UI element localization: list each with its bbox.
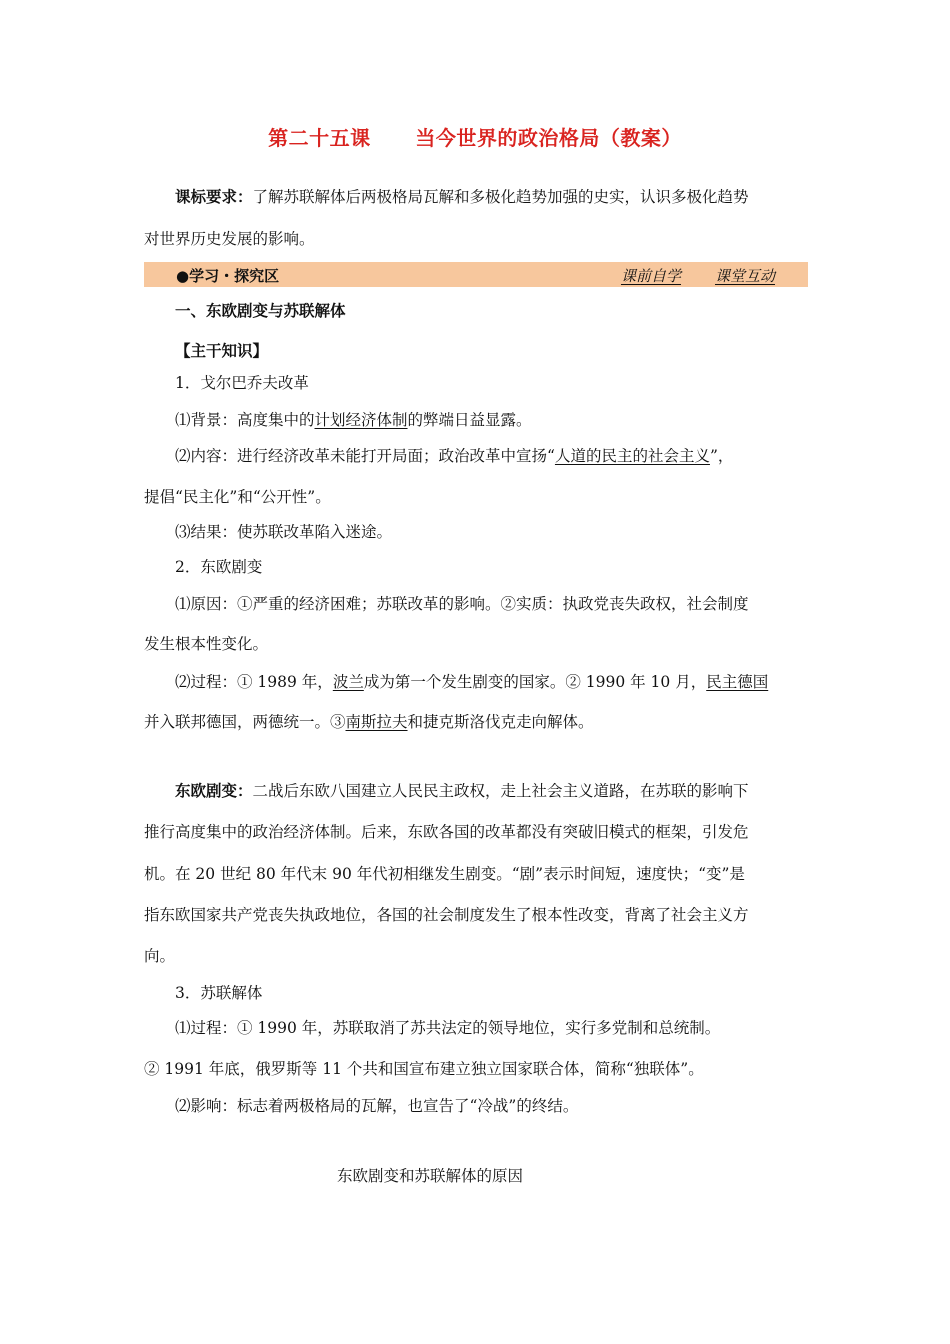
item2-cause-line-1: ⑴原因：①严重的经济困难；苏联改革的影响。②实质：执政党丧失政权，社会制度 [175, 595, 749, 613]
item1-content-text: ⑵内容：进行经济改革未能打开局面；政治改革中宣扬“ [175, 447, 555, 465]
study-section-banner [144, 262, 808, 287]
note-line-2: 推行高度集中的政治经济体制。后来，东欧各国的改革都没有突破旧模式的框架，引发危 [144, 823, 749, 841]
item1-background-text: ⑴背景：高度集中的 [175, 411, 315, 429]
requirement-line-2: 对世界历史发展的影响。 [144, 230, 315, 248]
banner-links [621, 265, 775, 286]
note-line-4: 指东欧国家共产党丧失执政地位，各国的社会制度发生了根本性改变，背离了社会主义方 [144, 906, 749, 924]
requirement-line-1 [175, 187, 808, 207]
item1-heading: 1．戈尔巴乔夫改革 [175, 374, 309, 392]
keyword-yugoslavia: 南斯拉夫 [345, 713, 408, 731]
note-text-1: 二战后东欧八国建立人民民主政权，走上社会主义道路，在苏联的影响下 [252, 782, 749, 800]
item1-content-tail: ”， [709, 447, 734, 465]
item2-process-text-3: 并入联邦德国，两德统一。③ [144, 713, 346, 731]
item1-content-line-2: 提倡“民主化”和“公开性”。 [144, 488, 331, 506]
caption: 东欧剧变和苏联解体的原因 [336, 1167, 523, 1185]
keyword-planned-economy: 计划经济体制 [314, 411, 408, 429]
main-knowledge-heading: 【主干知识】 [175, 341, 269, 360]
requirement-colon: ： [237, 187, 253, 206]
item2-cause-line-2: 发生根本性变化。 [144, 635, 269, 653]
item3-process-line-1: ⑴过程：① 1990 年，苏联取消了苏共法定的领导地位，实行多党制和总统制。 [175, 1019, 721, 1037]
item2-process-line-2 [144, 712, 808, 732]
requirement-label: 课标要求 [175, 187, 238, 206]
keyword-poland: 波兰 [332, 673, 364, 691]
requirement-text-1: 了解苏联解体后两极格局瓦解和多极化趋势加强的史实，认识多极化趋势 [252, 188, 749, 206]
keyword-humane-socialism: 人道的民主的社会主义 [554, 447, 710, 465]
class-interaction-link[interactable]: 课堂互动 [714, 267, 775, 285]
item1-result: ⑶结果：使苏联改革陷入迷途。 [175, 523, 393, 541]
item2-process-text-2: 成为第一个发生剧变的国家。② 1990 年 10 月， [363, 673, 707, 691]
note-line-3: 机。在 20 世纪 80 年代末 90 年代初相继发生剧变。“剧”表示时间短，速度快；“变”是 [144, 865, 745, 883]
item3-impact: ⑵影响：标志着两极格局的瓦解，也宣告了“冷战”的终结。 [175, 1097, 579, 1115]
item2-heading: 2．东欧剧变 [175, 558, 263, 576]
item2-process-tail: 和捷克斯洛伐克走向解体。 [407, 713, 594, 731]
pre-study-link[interactable]: 课前自学 [620, 267, 681, 285]
item2-process-line-1 [175, 672, 808, 692]
keyword-gdr: 民主德国 [706, 673, 769, 691]
item1-background [175, 410, 808, 430]
note-colon: ： [237, 781, 253, 800]
item1-content [175, 446, 808, 466]
item1-background-tail: 的弊端日益显露。 [407, 411, 532, 429]
item3-process-line-2: ② 1991 年底，俄罗斯等 11 个共和国宣布建立独立国家联合体，简称“独联体”。 [144, 1060, 704, 1078]
note-label: 东欧剧变 [175, 781, 238, 800]
note-line-5: 向。 [144, 947, 176, 965]
banner-title: ●学习・探究区 [176, 267, 280, 285]
page-title: 第二十五课 当今世界的政治格局（教案） [268, 126, 682, 150]
item2-process-text: ⑵过程：① 1989 年， [175, 673, 333, 691]
item3-heading: 3．苏联解体 [175, 984, 263, 1002]
note-line-1 [175, 781, 808, 801]
section-heading: 一、东欧剧变与苏联解体 [175, 301, 346, 320]
